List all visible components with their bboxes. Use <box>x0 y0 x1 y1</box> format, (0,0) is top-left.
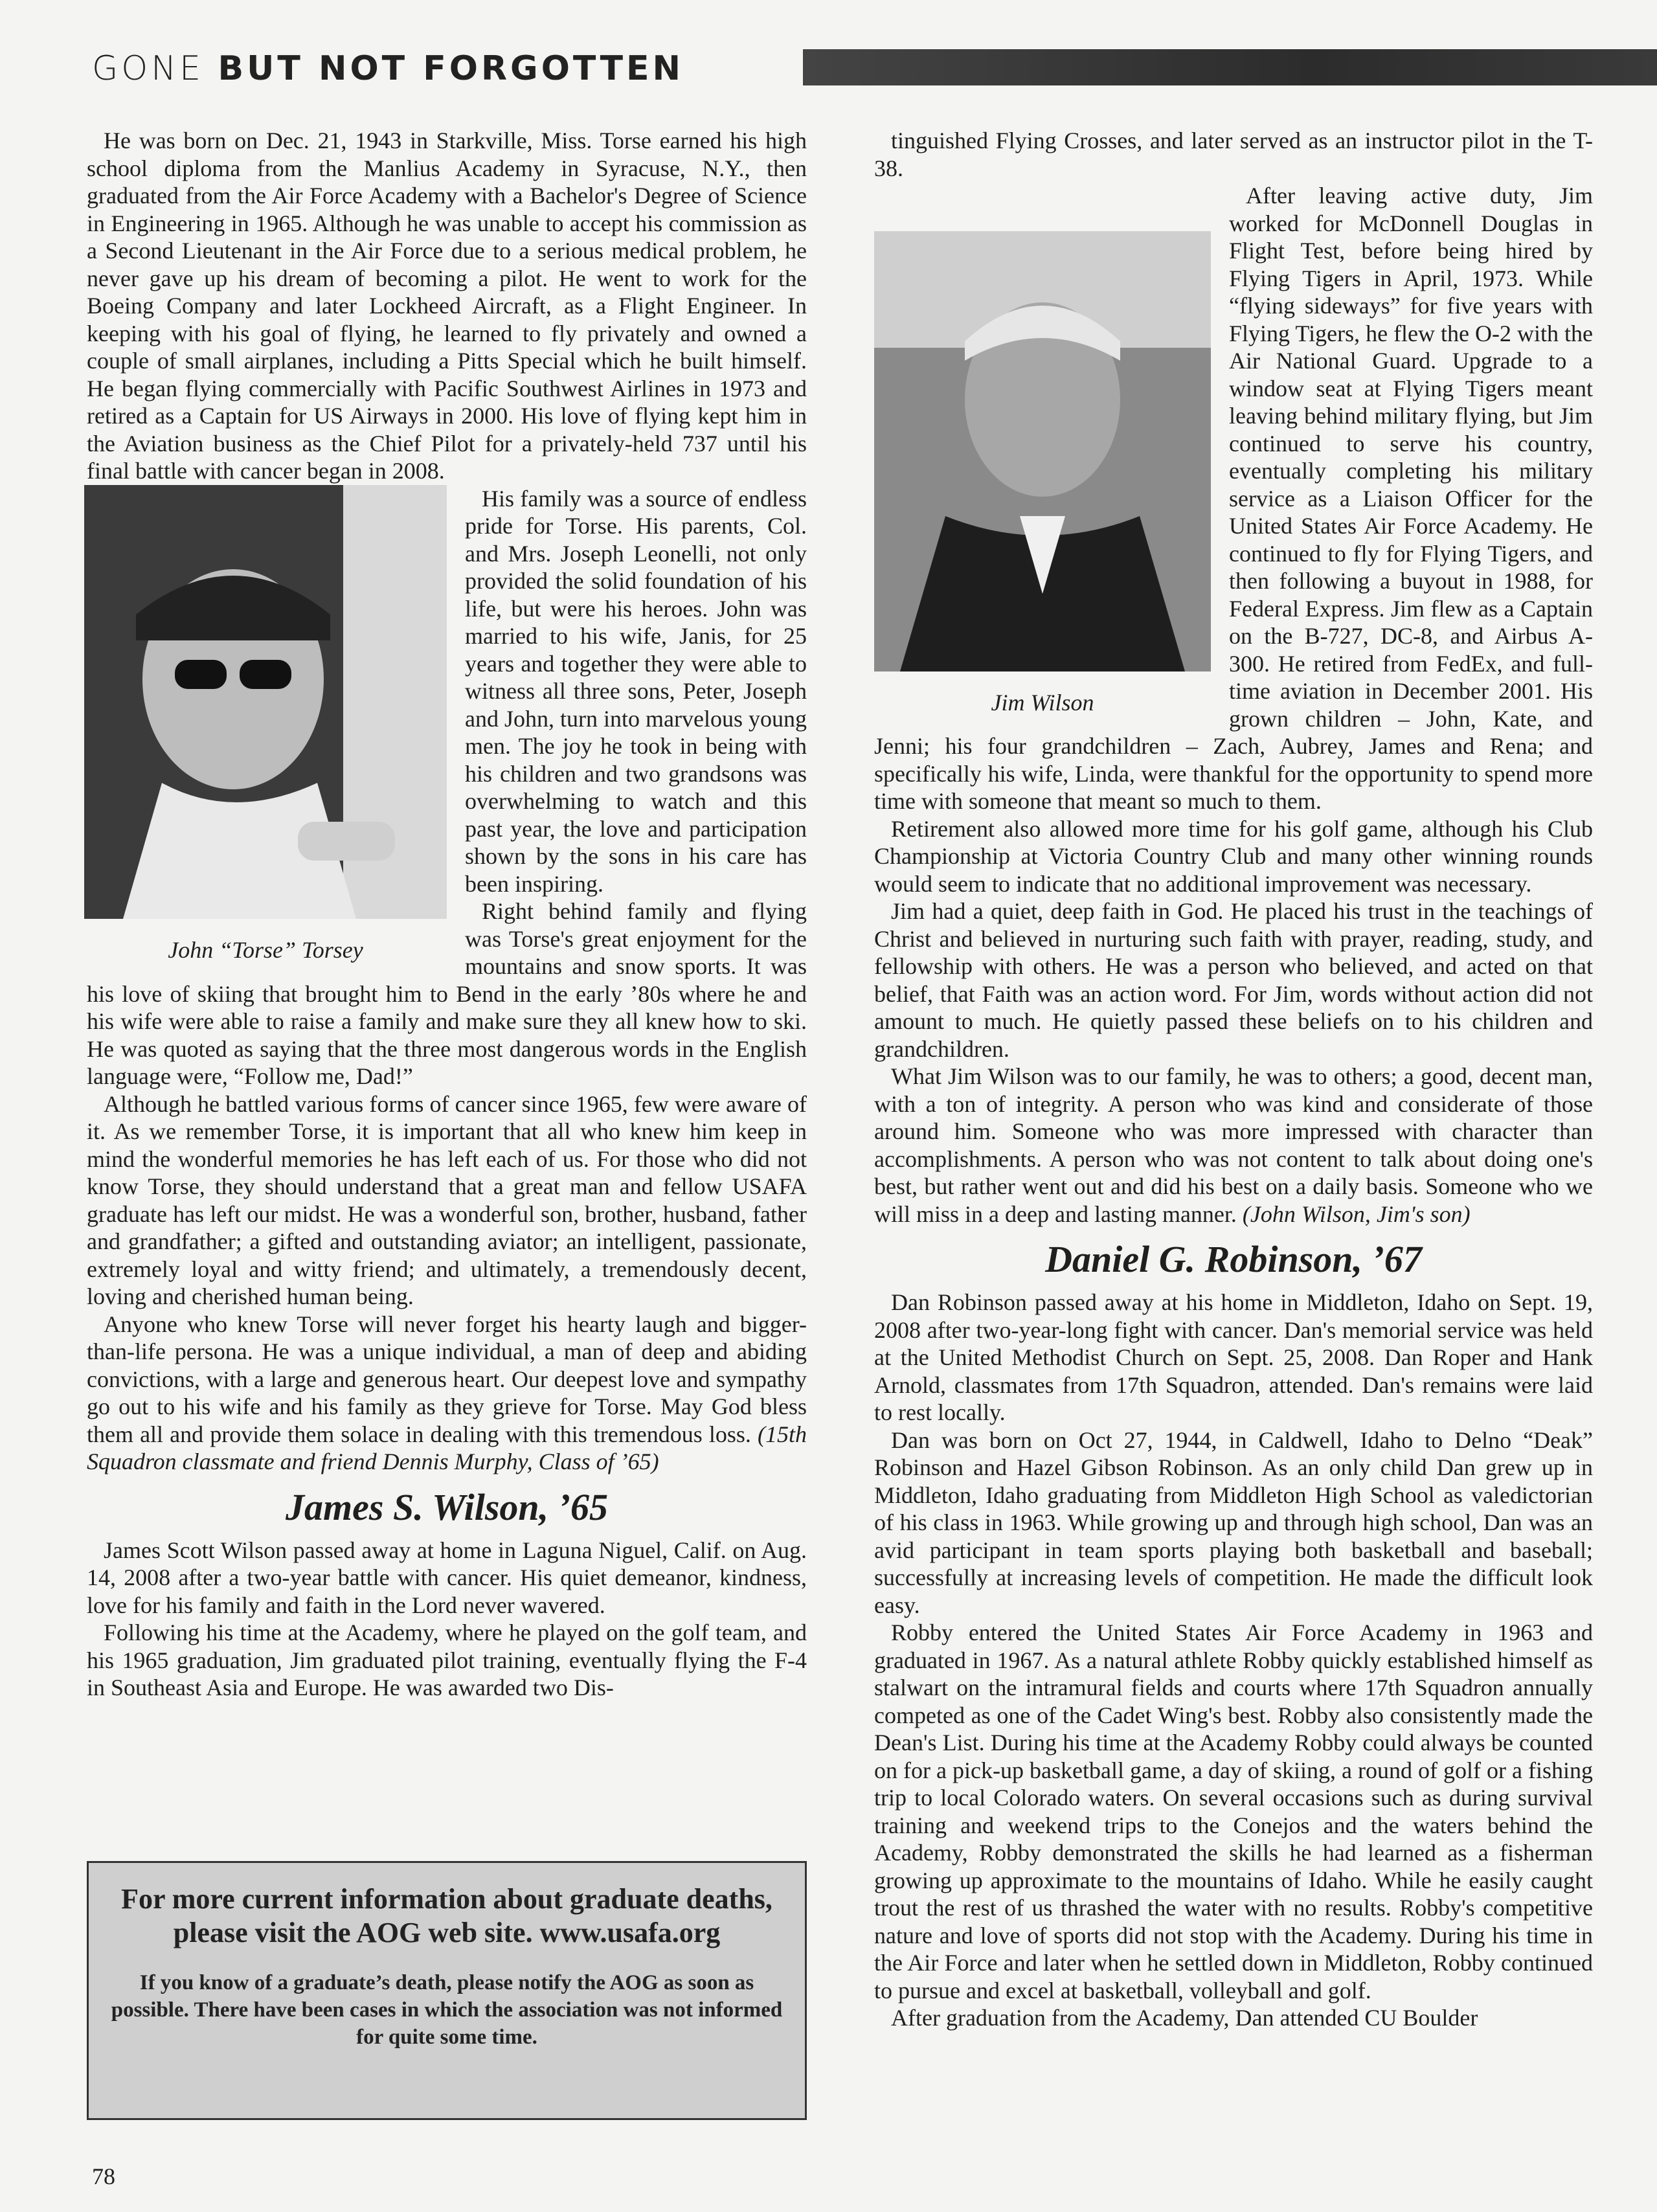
left-column <box>87 127 807 1702</box>
torsey-paragraph-2: His family was a source of endless pride for Torse. His parents, Col. and Mrs. Joseph Leonelli, not only provided the solid foundation of his life, but were his heroes. John was married to his wife, Janis, for 25 years and together they were able to witness all three sons, Peter, Joseph and John, turn into marvelous young men. The joy he took in being with his children and two grandsons was overwhelming to watch and this past year, the love and participation shown by the sons in his care has been inspiring. <box>465 485 807 897</box>
jim-wilson-photo-figure <box>874 231 1211 716</box>
wilson-paragraph-2: Following his time at the Academy, where he played on the golf team, and his 1965 graduation, Jim graduated pilot training, eventually flying the F-4 in Southeast Asia and Europe. He was awarded two Dis- <box>87 1620 807 1700</box>
header-title-light: GONE <box>92 49 204 88</box>
wilson-paragraph-5: Retirement also allowed more time for his golf game, although his Club Championship at Victoria Country Club and many other winning rounds would seem to indicate that no additional improvement was necessary. <box>874 815 1593 897</box>
page-number: 78 <box>92 2163 115 2189</box>
robinson-paragraph-3: Robby entered the United States Air Force Academy in 1963 and graduated in 1967. As a natural athlete Robby quickly established himself as stalwart on the intramural fields and courts where 17th Squadron annually competed as one of the Cadet Wing's best. Robby also consistently made the Dean's List. During his time at the Academy Robby could always be counted on for a pick-up basketball game, a day of skiing, a round of golf or a fishing trip to local Colorado waters. On several occasions such as during survival training and weekend trips to the Conejos and the waters behind the Academy, Robby demonstrated the skills he had learned as a fisherman growing up approximate to the mountains of Idaho. While he easily caught trout the rest of us thrashed the water with no results. Robby's competitive nature and love of sports did not stop with the Academy. During his time in the Air Force and later when he settled down in Middleton, Robby continued to pursue and excel at basketball, volleyball and golf. <box>874 1620 1593 2003</box>
wilson-paragraph-6: Jim had a quiet, deep faith in God. He placed his trust in the teachings of Christ and believed in nurturing such faith with prayer, reading, study, and fellowship with others. He was a person who believed, and acted on that belief, that Faith was an action word. For Jim, words without action did not amount to much. He quietly passed these beliefs on to his children and grandchildren. <box>874 898 1593 1062</box>
robinson-paragraph-2: Dan was born on Oct 27, 1944, in Caldwell, Idaho to Delno “Deak” Robinson and Hazel Gibson Robinson. As an only child Dan grew up in Middleton, Idaho graduating from Middleton High School as valedictorian of his class in 1963. While growing up and through high school, Dan was an avid participant in team sports playing both basketball and baseball; successfully at increasing levels of competition. He made the difficult look easy. <box>874 1427 1593 1618</box>
torsey-paragraph-3: Right behind family and flying was Torse's great enjoyment for the mountains and snow sports. It was his love of skiing that brought him to Bend in the early ’80s where he and his wife were able to raise a family and make sure they all knew how to ski. He was quoted as saying that the three most dangerous words in the English language were, “Follow me, Dad!” <box>87 898 807 1089</box>
wilson-paragraph-3: tinguished Flying Crosses, and later served as an instructor pilot in the T-38. <box>874 128 1593 181</box>
wilson-paragraph-7 <box>874 1063 1593 1228</box>
notice-secondary-text: If you know of a graduate’s death, please notify the AOG as soon as possible. There have been cases in which the association was not informed for quite some time. <box>111 1971 783 2049</box>
header-title-bold: BUT NOT FORGOTTEN <box>218 49 684 88</box>
aog-notice-box <box>87 1861 807 2120</box>
header-bar <box>803 49 1657 85</box>
robinson-paragraph-1: Dan Robinson passed away at his home in Middleton, Idaho on Sept. 19, 2008 after two-year-long fight with cancer. Dan's memorial service was held at the United Methodist Church on Sept. 25, 2008. Dan Roper and Hank Arnold, classmates from 17th Squadron, attended. Dan's remains were laid to rest locally. <box>874 1289 1593 1425</box>
torsey-attribution: (15th Squadron classmate and friend Dennis Murphy, Class of ’65) <box>87 1421 807 1474</box>
page-header-title <box>92 49 684 88</box>
torsey-paragraph-5 <box>87 1311 807 1476</box>
torsey-photo <box>84 485 447 919</box>
robinson-paragraph-4: After graduation from the Academy, Dan attended CU Boulder <box>891 2005 1478 2031</box>
jim-wilson-photo-caption: Jim Wilson <box>991 690 1094 716</box>
torsey-paragraph-1: He was born on Dec. 21, 1943 in Starkville, Miss. Torse earned his high school diploma from the Manlius Academy in Syracuse, N.Y., then graduated from the Air Force Academy with a Bachelor's Degree of Science in Engineering in 1965. Although he was unable to accept his commission as a Second Lieutenant in the Air Force due to a serious medical problem, he never gave up his dream of becoming a pilot. He went to work for the Boeing Company and later Lockheed Aircraft, as a Flight Engineer. In keeping with his goal of flying, he learned to fly privately and owned a couple of small airplanes, including a Pitts Special which he built himself. He began flying commercially with Pacific Southwest Airlines in 1973 and retired as a Captain for US Airways in 2000. His love of flying kept him in the Aviation business as the Chief Pilot for a privately-held 737 until his final battle with cancer began in 2008. <box>87 128 807 484</box>
torsey-photo-figure <box>84 485 447 963</box>
notice-main-text: For more current information about graduate deaths, please visit the AOG web site. www.usafa.org <box>121 1883 772 1948</box>
wilson-attribution: (John Wilson, Jim's son) <box>1242 1201 1471 1227</box>
heading-daniel-robinson: Daniel G. Robinson, ’67 <box>1045 1238 1422 1280</box>
wilson-paragraph-1: James Scott Wilson passed away at home in Laguna Niguel, Calif. on Aug. 14, 2008 after a two-year battle with cancer. His quiet demeanor, kindness, love for his family and faith in the Lord never wavered. <box>87 1537 807 1618</box>
wilson-paragraph-4: After leaving active duty, Jim worked for McDonnell Douglas in Flight Test, before being hired by Flying Tigers in April, 1973. While “flying sideways” for five years with Flying Tigers, he flew the O-2 with the Air National Guard. Upgrade to a window seat at Flying Tigers meant leaving behind military flying, but Jim continued to serve his country, eventually completing his military service as a Liaison Officer for the United States Air Force Academy. He continued to fly for Flying Tigers, and then following a buyout in 1988, for Federal Express. Jim flew as a Captain on the B-727, DC-8, and Airbus A-300. He retired from FedEx, and full-time aviation in December 2001. His grown children – John, Kate, and Jenni; his four grandchildren – Zach, Aubrey, James and Rena; and specifically his wife, Linda, were thankful for the opportunity to spend more time with someone that meant so much to them. <box>874 183 1593 814</box>
torsey-paragraph-5-text: Anyone who knew Torse will never forget his hearty laugh and bigger-than-life persona. He was a unique individual, a man of deep and abiding convictions, with a large and generous heart. Our deepest love and sympathy go out to his wife and his family as they grieve for Torse. May God bless them all and provide them solace in dealing with this tremendous loss. <box>87 1311 807 1447</box>
torsey-photo-caption: John “Torse” Torsey <box>168 936 363 963</box>
wilson-paragraph-7-text: What Jim Wilson was to our family, he was to others; a good, decent man, with a ton of integrity. A person who was kind and considerate of those around him. Someone who was more impressed with character than accomplishments. A person who was not content to talk about doing one's best, but rather went out and did his best on a daily basis. Someone who we will miss in a deep and lasting manner. <box>874 1063 1593 1227</box>
torsey-paragraph-4: Although he battled various forms of cancer since 1965, few were aware of it. As we remember Torse, it is important that all who knew him keep in mind the wonderful memories he has left each of us. For those who did not know Torse, they should understand that a great man and fellow USAFA graduate has left our midst. He was a wonderful son, brother, husband, father and grandfather; a gifted and outstanding aviator; an intelligent, passionate, extremely loyal and witty friend; and ultimately, a tremendously decent, loving and cherished human being. <box>87 1090 807 1309</box>
jim-wilson-photo <box>874 231 1211 672</box>
right-column <box>874 127 1593 2032</box>
heading-james-wilson: James S. Wilson, ’65 <box>286 1485 608 1528</box>
